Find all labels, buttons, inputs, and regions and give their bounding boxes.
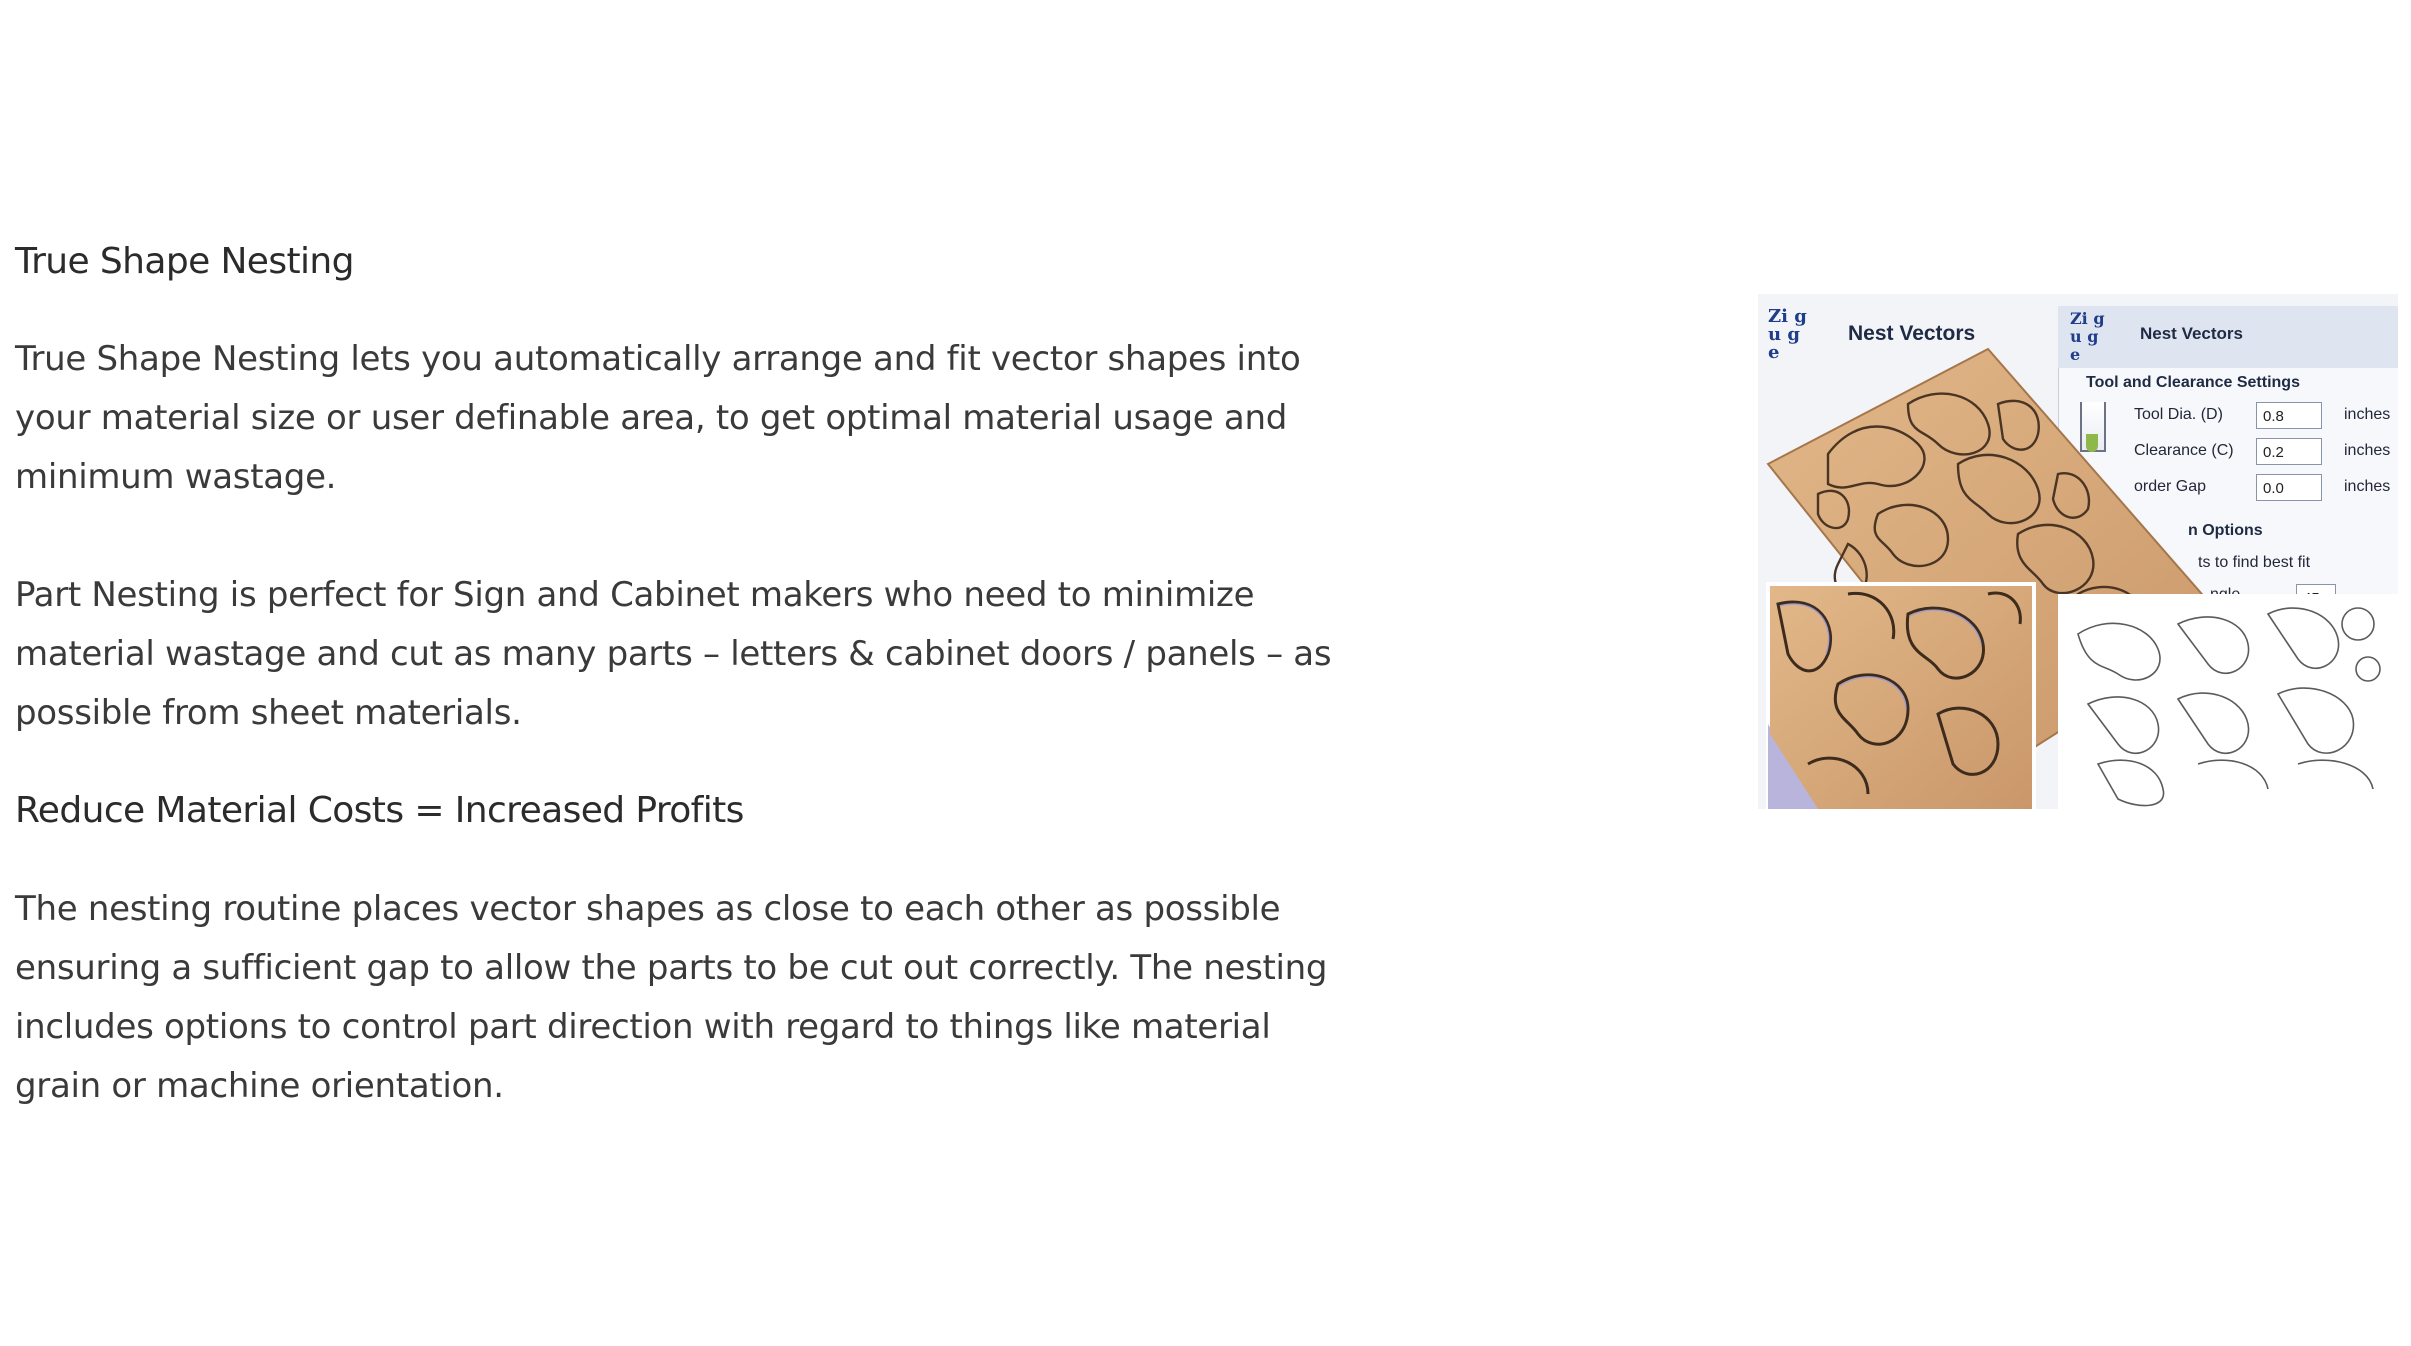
dialog-title-right: Nest Vectors	[2140, 324, 2243, 343]
paragraph-intro: True Shape Nesting lets you automatically arrange and fit vector shapes into your material size or user definable area, to get optimal material usage and minimum wastage.	[15, 339, 1301, 497]
border-gap-field[interactable]: 0.0	[2256, 474, 2322, 501]
clearance-label: Clearance (C)	[2134, 442, 2234, 459]
options-title: n Options	[2188, 522, 2263, 539]
logo-text-right: Zi gu ge	[2070, 309, 2105, 364]
clearance-field[interactable]: 0.2	[2256, 438, 2322, 465]
dialog-title-left: Nest Vectors	[1848, 322, 1976, 345]
options-line: ts to find best fit	[2198, 554, 2311, 571]
nesting-illustration	[1758, 294, 2398, 809]
closeup-wood	[1770, 586, 2032, 809]
paragraph-part-nesting: Part Nesting is perfect for Sign and Cabinet makers who need to minimize material wastage and cut as many parts – letters & cabinet doors / panels – as possible from sheet materials.	[15, 575, 1332, 733]
nest-vectors-screenshot	[1758, 294, 2398, 809]
article-body	[15, 232, 1345, 1116]
paragraph-nesting-routine: The nesting routine places vector shapes as close to each other as possible ensuring a sufficient gap to allow the parts to be cut out correctly. The nesting includes options to control part direction with regard to things like material grain or machine orientation.	[15, 889, 1328, 1106]
units-label-2: inches	[2344, 442, 2391, 459]
units-label-1: inches	[2344, 406, 2391, 423]
section-heading-reduce-costs: Reduce Material Costs = Increased Profits	[15, 790, 744, 831]
border-gap-label: order Gap	[2134, 478, 2207, 495]
tool-dia-field[interactable]: 0.8	[2256, 402, 2322, 429]
tool-dia-label: Tool Dia. (D)	[2134, 406, 2223, 423]
units-label-3: inches	[2344, 478, 2391, 495]
group-title: Tool and Clearance Settings	[2086, 374, 2300, 391]
outline-preview	[2058, 594, 2398, 809]
section-heading-true-shape-nesting: True Shape Nesting	[15, 241, 354, 282]
logo-text: Zi gu ge	[1768, 306, 1807, 363]
